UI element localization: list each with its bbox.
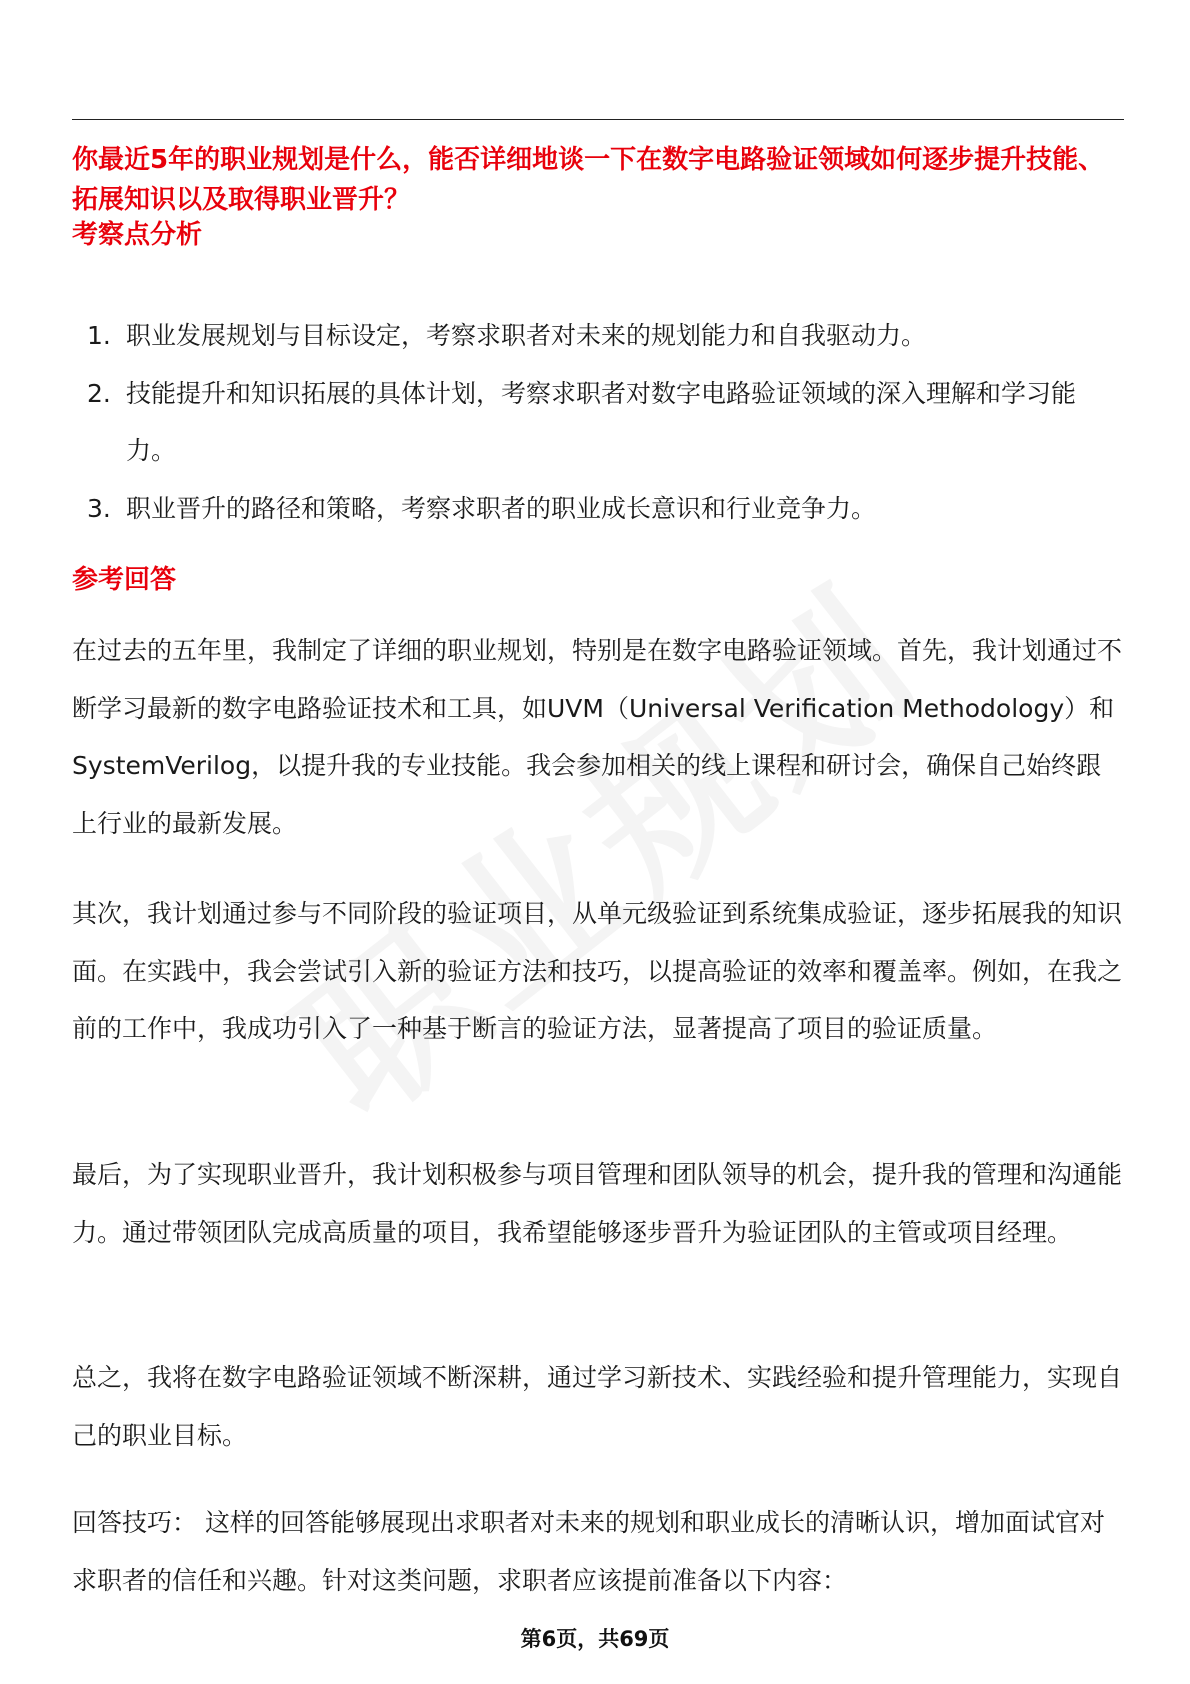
answer-tips: 回答技巧： 这样的回答能够展现出求职者对未来的规划和职业成长的清晰认识，增加面试官对求职者的信任和兴趣。针对这类问题，求职者应该提前准备以下内容： xyxy=(72,1508,1105,1595)
list-item-number: 1. xyxy=(87,321,111,350)
list-item xyxy=(72,480,1124,537)
list-item-number: 3. xyxy=(87,494,111,523)
interview-question: 你最近5年的职业规划是什么，能否详细地谈一下在数字电路验证领域如何逐步提升技能、拓展知识以及取得职业晋升？ xyxy=(72,145,1105,215)
answer-paragraph: 在过去的五年里，我制定了详细的职业规划，特别是在数字电路验证领域。首先，我计划通过不断学习最新的数字电路验证技术和工具，如UVM（Universal Verification Methodology）和SystemVerilog，以提升我的专业技能。我会参加相关的线上课程和研讨会，确保自己始终跟上行业的最新发展。 xyxy=(72,636,1123,838)
page-number: 第6页，共69页 xyxy=(520,1627,670,1651)
list-item-text: 技能提升和知识拓展的具体计划，考察求职者对数字电路验证领域的深入理解和学习能力。 xyxy=(126,379,1077,465)
list-item xyxy=(72,307,1124,364)
list-item-text: 职业发展规划与目标设定，考察求职者对未来的规划能力和自我驱动力。 xyxy=(126,321,927,350)
answer-paragraph: 最后，为了实现职业晋升，我计划积极参与项目管理和团队领导的机会，提升我的管理和沟通能力。通过带领团队完成高质量的项目，我希望能够逐步晋升为验证团队的主管或项目经理。 xyxy=(72,1160,1123,1247)
answer-paragraph: 总之，我将在数字电路验证领域不断深耕，通过学习新技术、实践经验和提升管理能力，实现自己的职业目标。 xyxy=(72,1363,1123,1450)
list-item-number: 2. xyxy=(87,379,111,408)
answer-heading: 参考回答 xyxy=(72,565,177,595)
list-item-text: 职业晋升的路径和策略，考察求职者的职业成长意识和行业竞争力。 xyxy=(126,494,877,523)
answer-paragraph: 其次，我计划通过参与不同阶段的验证项目，从单元级验证到系统集成验证，逐步拓展我的知识面。在实践中，我会尝试引入新的验证方法和技巧，以提高验证的效率和覆盖率。例如，在我之前的工作中，我成功引入了一种基于断言的验证方法，显著提高了项目的验证质量。 xyxy=(72,899,1123,1043)
list-item xyxy=(72,365,1124,479)
analysis-list xyxy=(72,307,1124,538)
analysis-heading: 考察点分析 xyxy=(72,220,203,250)
header-divider xyxy=(72,119,1124,120)
